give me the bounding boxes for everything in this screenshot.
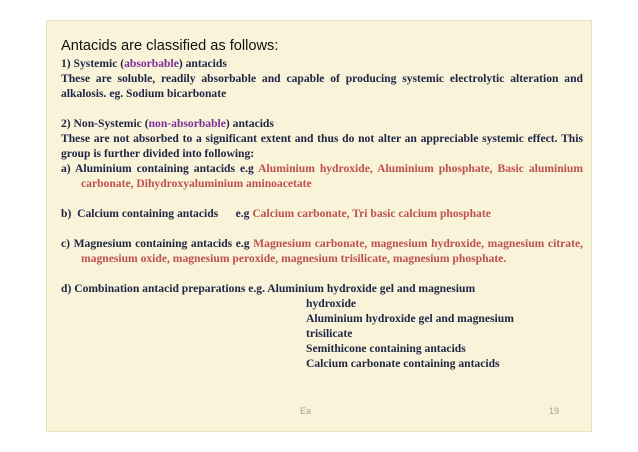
systemic-term: absorbable <box>124 57 179 70</box>
group-c-examples: Magnesium carbonate, magnesium hydroxide, magnesium citrate, magnesium oxide, magnesium peroxide, magnesium trisilicate, magnesium phosphate. <box>81 237 583 265</box>
slide-heading: Antacids are classified as follows: <box>61 38 279 54</box>
group-d-label: d) Combination antacid preparations e.g. Aluminium hydroxide gel and magnesium <box>61 282 476 295</box>
systemic-suffix: ) antacids <box>178 57 227 70</box>
non-systemic-title <box>61 116 583 131</box>
systemic-prefix: 1) Systemic ( <box>61 57 125 70</box>
non-systemic-description: These are not absorbed to a significant extent and thus do not alter an appreciable systemic effect. This group is further divided into following: <box>61 132 583 160</box>
slide <box>46 20 592 432</box>
page-number: 19 <box>549 406 560 416</box>
group-c <box>61 236 583 266</box>
group-b-examples: Calcium carbonate, Tri basic calcium phosphate <box>252 207 491 220</box>
group-d-item: trisilicate <box>306 327 353 340</box>
group-a-examples: Aluminium hydroxide, Aluminium phosphate, Basic aluminium carbonate, Dihydroxyaluminium aminoacetate <box>81 162 583 190</box>
group-d-item: hydroxide <box>306 297 357 310</box>
systemic-description: These are soluble, readily absorbable and capable of producing systemic electrolytic alteration and alkalosis. eg. Sodium bicarbonate <box>61 72 583 100</box>
group-d-item: Semithicone containing antacids <box>306 342 466 355</box>
footer-left-text: Ea <box>300 406 312 416</box>
group-d-item: Calcium carbonate containing antacids <box>306 357 500 370</box>
group-d-item: Aluminium hydroxide gel and magnesium <box>306 312 514 325</box>
systemic-title <box>61 56 583 71</box>
non-systemic-prefix: 2) Non-Systemic ( <box>61 117 149 130</box>
group-b <box>61 206 583 221</box>
non-systemic-suffix: ) antacids <box>225 117 274 130</box>
group-b-label: b) Calcium containing antacids e.g <box>61 207 253 220</box>
group-a-label: a) Aluminium containing antacids e.g <box>61 162 259 175</box>
non-systemic-term: non-absorbable <box>148 117 226 130</box>
group-c-label: c) Magnesium containing antacids e.g <box>61 237 254 250</box>
group-a <box>61 161 583 191</box>
slide-content <box>61 37 583 371</box>
